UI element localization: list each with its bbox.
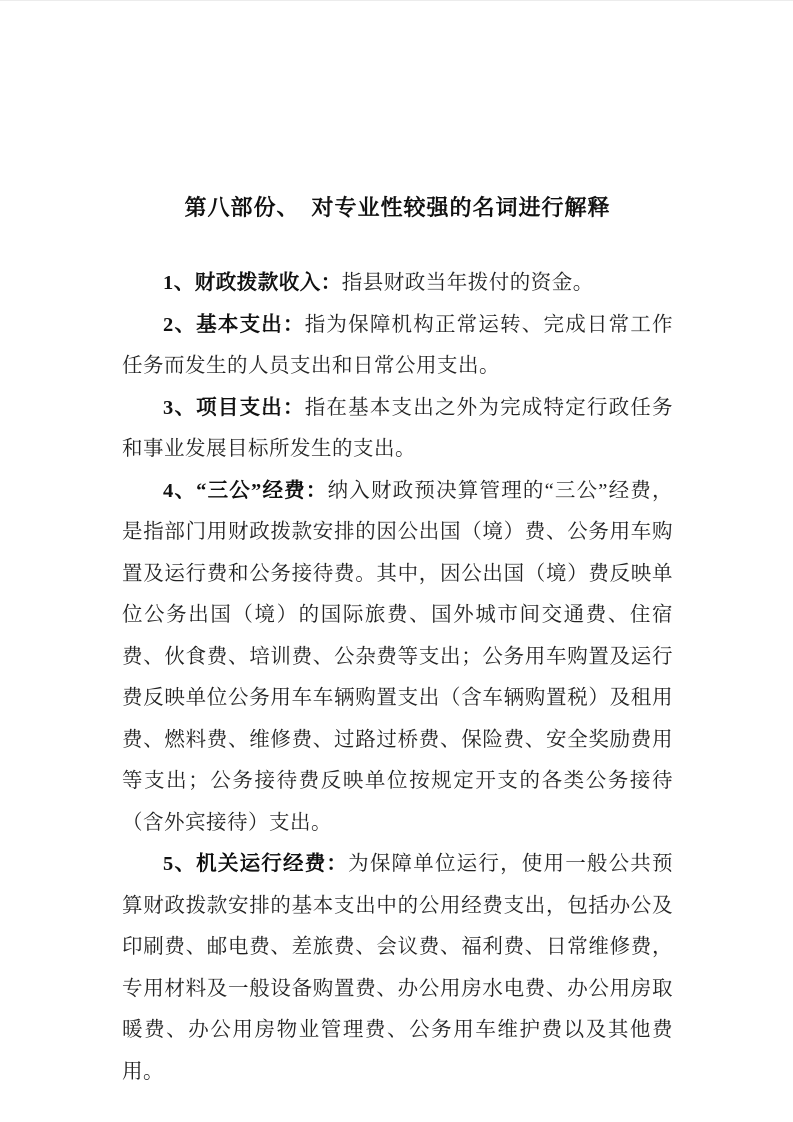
term-number: 2、: [163, 313, 197, 336]
document-content: [122, 193, 673, 1093]
term-name: 项目支出：: [196, 396, 305, 419]
page-title: 第八部份、 对专业性较强的名词进行解释: [184, 195, 611, 220]
term-number: 4、: [163, 479, 197, 502]
term-number: 5、: [163, 853, 197, 875]
term-name: 基本支出：: [196, 313, 305, 336]
term-definition: 指为保障机构正常运转、完成日常工作任务而发生的人员支出和日常公用支出。: [122, 313, 674, 377]
term-item-5: [122, 844, 673, 1093]
term-item-2: [122, 305, 673, 388]
term-definition: 为保障单位运行，使用一般公共预算财政拨款安排的基本支出中的公用经费支出，包括办公及印刷费、邮电费、差旅费、会议费、福利费、日常维修费，专用材料及一般设备购置费、办公用房水电费、办公用房取暖费、办公用房物业管理费、公务用车维护费以及其他费用。: [122, 853, 674, 1083]
term-item-1: [122, 263, 673, 305]
term-item-3: [122, 388, 673, 471]
term-definition: 指县财政当年拨付的资金。: [341, 272, 594, 294]
term-number: 1、: [163, 272, 195, 294]
term-name: 财政拨款收入：: [194, 272, 342, 294]
term-name: 机关运行经费：: [196, 853, 349, 875]
term-definition: 纳入财政预决算管理的“三公”经费，是指部门用财政拨款安排的因公出国（境）费、公务用车购置及运行费和公务接待费。其中，因公出国（境）费反映单位公务出国（境）的国际旅费、国外城市间交通费、住宿费、伙食费、培训费、公杂费等支出；公务用车购置及运行费反映单位公务用车车辆购置支出（含车辆购置税）及租用费、燃料费、维修费、过路过桥费、保险费、安全奖励费用等支出；公务接待费反映单位按规定开支的各类公务接待（含外宾接待）支出。: [122, 479, 674, 834]
term-definition: 指在基本支出之外为完成特定行政任务和事业发展目标所发生的支出。: [122, 396, 674, 460]
term-number: 3、: [163, 396, 197, 419]
term-item-4: [122, 471, 673, 845]
term-name: “三公”经费：: [196, 479, 328, 502]
